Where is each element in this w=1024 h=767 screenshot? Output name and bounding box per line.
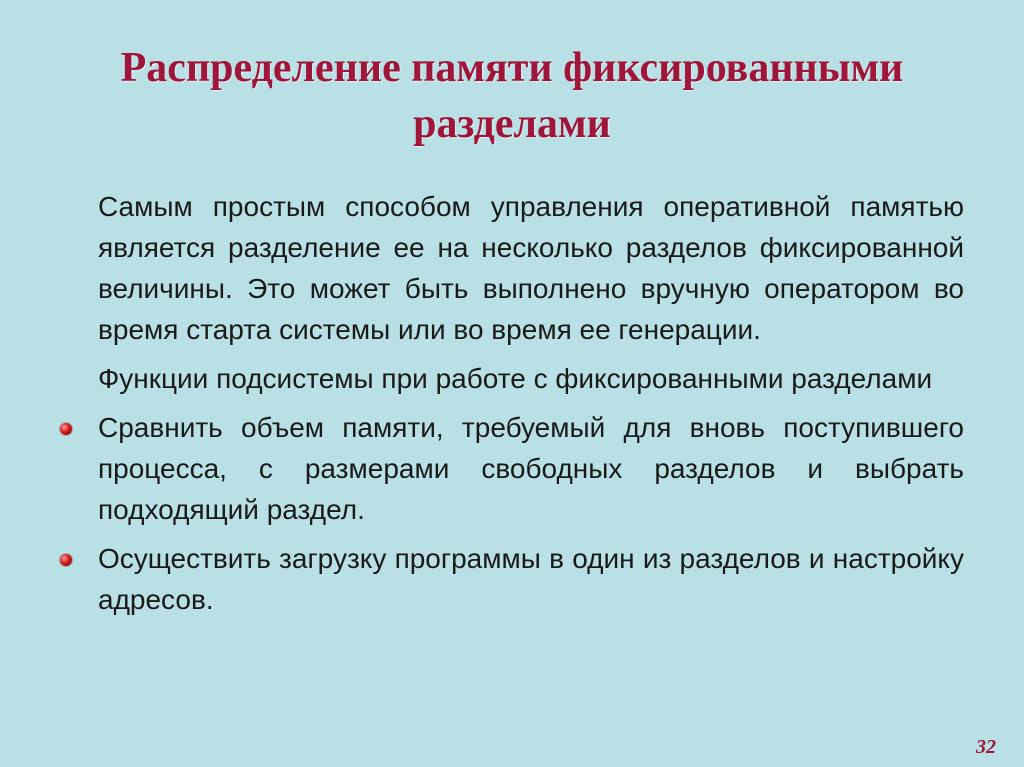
paragraph-intro-text: Самым простым способом управления оперативной памятью является разделение ее на несколько разделов фиксированной величины. Это может быть выполнено вручную оператором во время старта системы или во время ее генерации. [98,191,964,345]
paragraph-functions-heading [98,358,964,399]
slide-title: Распределение памяти фиксированными разделами [120,45,904,147]
bullet-item-compare [98,407,964,530]
paragraph-intro [98,186,964,350]
slide-body [98,186,964,620]
bullet-item-load [98,538,964,620]
bullet-item-load-text: Осуществить загрузку программы в один из разделов и настройку адресов. [98,543,964,615]
bullet-icon [60,554,72,566]
bullet-icon [60,423,72,435]
page-number: 32 [976,736,996,758]
bullet-item-compare-text: Сравнить объем памяти, требуемый для вновь поступившего процесса, с размерами свободных разделов и выбрать подходящий раздел. [98,412,964,525]
paragraph-functions-heading-text: Функции подсистемы при работе с фиксированными разделами [98,363,933,394]
